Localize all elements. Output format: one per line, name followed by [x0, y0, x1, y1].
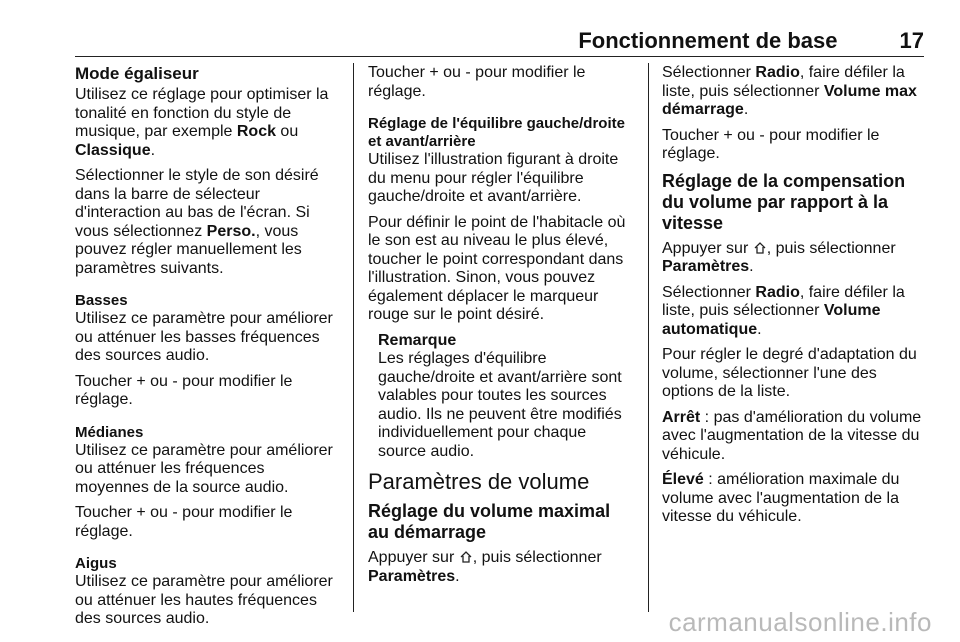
paragraph: Sélectionner le style de son désiré dans la barre de sélecteur d'interaction au bas de l'écran. Si vous sélectionnez Perso., vous pouvez régler manuellement les paramètres suivants.	[75, 167, 319, 277]
column-2	[368, 64, 636, 593]
section-heading-equalizer: Mode égaliseur	[75, 64, 199, 83]
paragraph: Pour définir le point de l'habitacle où le son est au niveau le plus élevé, toucher le point correspondant dans l'illustration. Sinon, vous pouvez également déplacer le marqueur rouge sur le point désiré.	[368, 213, 626, 323]
column-3	[662, 64, 927, 534]
note-text: Les réglages d'équilibre gauche/droite et avant/arrière sont valables pour toutes les sources audio. Ils ne peuvent être modifiés individuellement pour chaque source audio.	[378, 350, 622, 460]
home-icon	[459, 550, 473, 564]
note-box	[368, 332, 636, 462]
term-volume-auto: Volume automatique	[662, 302, 881, 338]
paragraph: Arrêt : pas d'amélioration du volume avec l'augmentation de la vitesse du véhicule.	[662, 408, 922, 463]
term-radio: Radio	[755, 64, 800, 81]
paragraph: Utilisez ce réglage pour optimiser la tonalité en fonction du style de musique, par exemple Rock ou Classique.	[75, 86, 329, 159]
note-label: Remarque	[378, 331, 457, 349]
paragraph: Toucher + ou - pour modifier le réglage.	[368, 64, 586, 100]
paragraph: Toucher + ou - pour modifier le réglage.	[75, 372, 293, 408]
term-parametres: Paramètres	[368, 567, 456, 585]
subheading-basses: Basses	[75, 292, 128, 309]
page-header	[75, 26, 924, 57]
page-title: Fonctionnement de base	[578, 28, 838, 53]
paragraph: Pour régler le degré d'adaptation du volume, sélectionner l'une des options de la liste.	[662, 346, 917, 400]
term-volume-max: Volume max démarrage	[662, 82, 917, 118]
column-divider	[648, 63, 649, 612]
page-number: 17	[899, 28, 924, 53]
section-heading-volume: Paramètres de volume	[368, 469, 590, 494]
paragraph: Utilisez ce paramètre pour améliorer ou atténuer les fréquences moyennes de la source audio.	[75, 441, 333, 496]
subheading-medianes: Médianes	[75, 423, 144, 441]
subheading-aigus: Aigus	[75, 555, 117, 572]
paragraph: Toucher + ou - pour modifier le réglage.	[662, 126, 880, 162]
paragraph: Appuyer sur , puis sélectionner Paramètres.	[368, 549, 602, 585]
paragraph: Utilisez ce paramètre pour améliorer ou atténuer les basses fréquences des sources audio.	[75, 310, 333, 364]
term-classique: Classique	[75, 141, 151, 159]
home-icon	[753, 241, 767, 255]
term-parametres: Paramètres	[662, 258, 750, 275]
column-divider	[353, 63, 354, 612]
paragraph: Appuyer sur , puis sélectionner Paramètres.	[662, 239, 896, 275]
term-eleve: Élevé	[662, 471, 704, 488]
paragraph: Utilisez l'illustration figurant à droite du menu pour régler l'équilibre gauche/droite et avant/arrière.	[368, 151, 619, 205]
paragraph: Toucher + ou - pour modifier le réglage.	[75, 504, 293, 540]
subheading-balance: Réglage de l'équilibre gauche/droite et avant/arrière	[368, 115, 625, 150]
subheading-max-volume: Réglage du volume maximal au démarrage	[368, 501, 611, 542]
paragraph: Sélectionner Radio, faire défiler la liste, puis sélectionner Volume automatique.	[662, 283, 905, 338]
term-arret: Arrêt	[662, 408, 701, 426]
subheading-speed-compensation: Réglage de la compensation du volume par rapport à la vitesse	[662, 170, 906, 233]
term-perso: Perso.	[206, 222, 256, 240]
watermark: carmanualsonline.info	[668, 607, 932, 637]
paragraph: Sélectionner Radio, faire défiler la liste, puis sélectionner Volume max démarrage.	[662, 64, 917, 118]
column-1	[75, 64, 340, 636]
paragraph: Élevé : amélioration maximale du volume avec l'augmentation de la vitesse du véhicule.	[662, 471, 900, 525]
paragraph: Utilisez ce paramètre pour améliorer ou atténuer les hautes fréquences des sources audio.	[75, 573, 333, 627]
term-radio: Radio	[755, 283, 800, 301]
term-rock: Rock	[236, 123, 276, 140]
